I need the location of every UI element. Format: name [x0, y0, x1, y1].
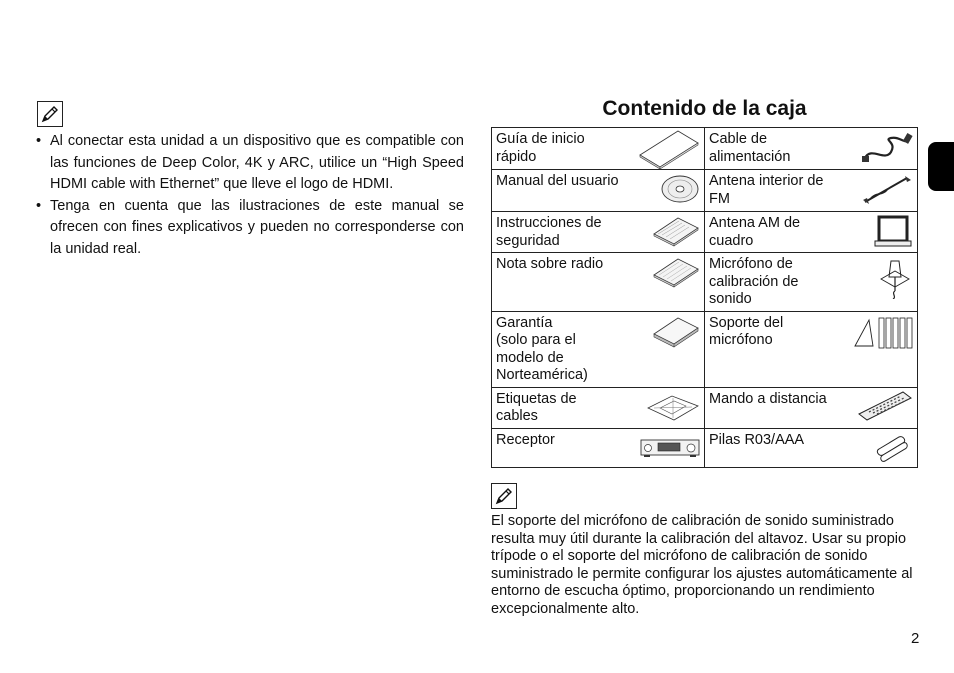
item-label: Pilas R03/AAA — [709, 431, 805, 448]
note-pencil-icon — [491, 483, 517, 509]
contents-cell — [705, 253, 918, 312]
section-title: Contenido de la caja — [602, 97, 807, 120]
mic-stand-icon — [851, 314, 913, 358]
item-label: Guía de inicio rápido — [496, 131, 585, 165]
item-label: Micrófono de calibración de sonido — [709, 256, 799, 307]
item-label: Antena interior de FM — [709, 173, 824, 207]
contents-row — [492, 387, 918, 428]
cable-labels-icon — [646, 394, 700, 428]
item-label: Receptor — [496, 431, 555, 448]
item-label: Etiquetas de cables — [496, 390, 577, 424]
contents-cell — [492, 128, 705, 170]
page-number: 2 — [911, 630, 920, 647]
contents-cell — [705, 428, 918, 467]
fm-antenna-icon — [861, 174, 913, 212]
contents-cell — [705, 387, 918, 428]
mic-stand-note: El soporte del micrófono de calibración de sonido suministrado resulta muy útil durante la calibración del altavoz. Usar su propio trípode o el soporte del micrófono de calibración de sonido suministrado le permite configurar los ajustes automáticamente al entorno de escucha óptimo, proporcionando un rendimiento excepcionalmente alto. — [491, 513, 913, 617]
item-label: Instrucciones de seguridad — [496, 215, 602, 249]
radio-note-icon — [652, 257, 700, 295]
item-label: Soporte del micrófono — [709, 314, 784, 348]
contents-cell — [492, 428, 705, 467]
contents-cell — [492, 253, 705, 312]
contents-row — [492, 428, 918, 467]
receiver-icon — [640, 437, 700, 465]
item-label: Mando a distancia — [709, 390, 827, 407]
contents-cell — [492, 170, 705, 212]
microphone-icon — [877, 257, 913, 305]
item-label: Manual del usuario — [496, 173, 619, 189]
contents-row — [492, 128, 918, 170]
safety-booklet-icon — [652, 216, 700, 254]
power-cable-icon — [861, 132, 913, 170]
contents-row — [492, 212, 918, 253]
section-tab — [928, 142, 954, 191]
contents-cell — [492, 387, 705, 428]
remote-control-icon — [857, 390, 913, 428]
item-label: Nota sobre radio — [496, 256, 604, 272]
item-label: Garantía (solo para el modelo de Norteamérica) — [496, 314, 588, 383]
contents-cell — [705, 212, 918, 253]
contents-cell — [705, 170, 918, 212]
contents-row — [492, 170, 918, 212]
contents-table — [491, 127, 918, 468]
contents-cell — [492, 311, 705, 387]
contents-row — [492, 253, 918, 312]
contents-row — [492, 311, 918, 387]
contents-cell — [705, 311, 918, 387]
notes-list — [36, 131, 464, 260]
item-label: Antena AM de cuadro — [709, 215, 801, 249]
note-item: • Tenga en cuenta que las ilustraciones de este manual se ofrecen con fines explicativos y pueden no corresponderse con la unidad real. — [36, 196, 464, 261]
contents-cell — [705, 128, 918, 170]
item-label: Cable de alimentación — [709, 131, 791, 165]
note-pencil-icon — [37, 101, 63, 127]
warranty-icon — [652, 316, 700, 354]
batteries-icon — [873, 433, 913, 469]
contents-cell — [492, 212, 705, 253]
cd-icon — [660, 174, 700, 210]
note-item: • Al conectar esta unidad a un dispositivo que es compatible con las funciones de Deep Color, 4K y ARC, utilice un “High Speed HDMI cable with Ethernet” que lleve el logo de HDMI. — [36, 131, 464, 196]
am-loop-antenna-icon — [873, 214, 913, 256]
